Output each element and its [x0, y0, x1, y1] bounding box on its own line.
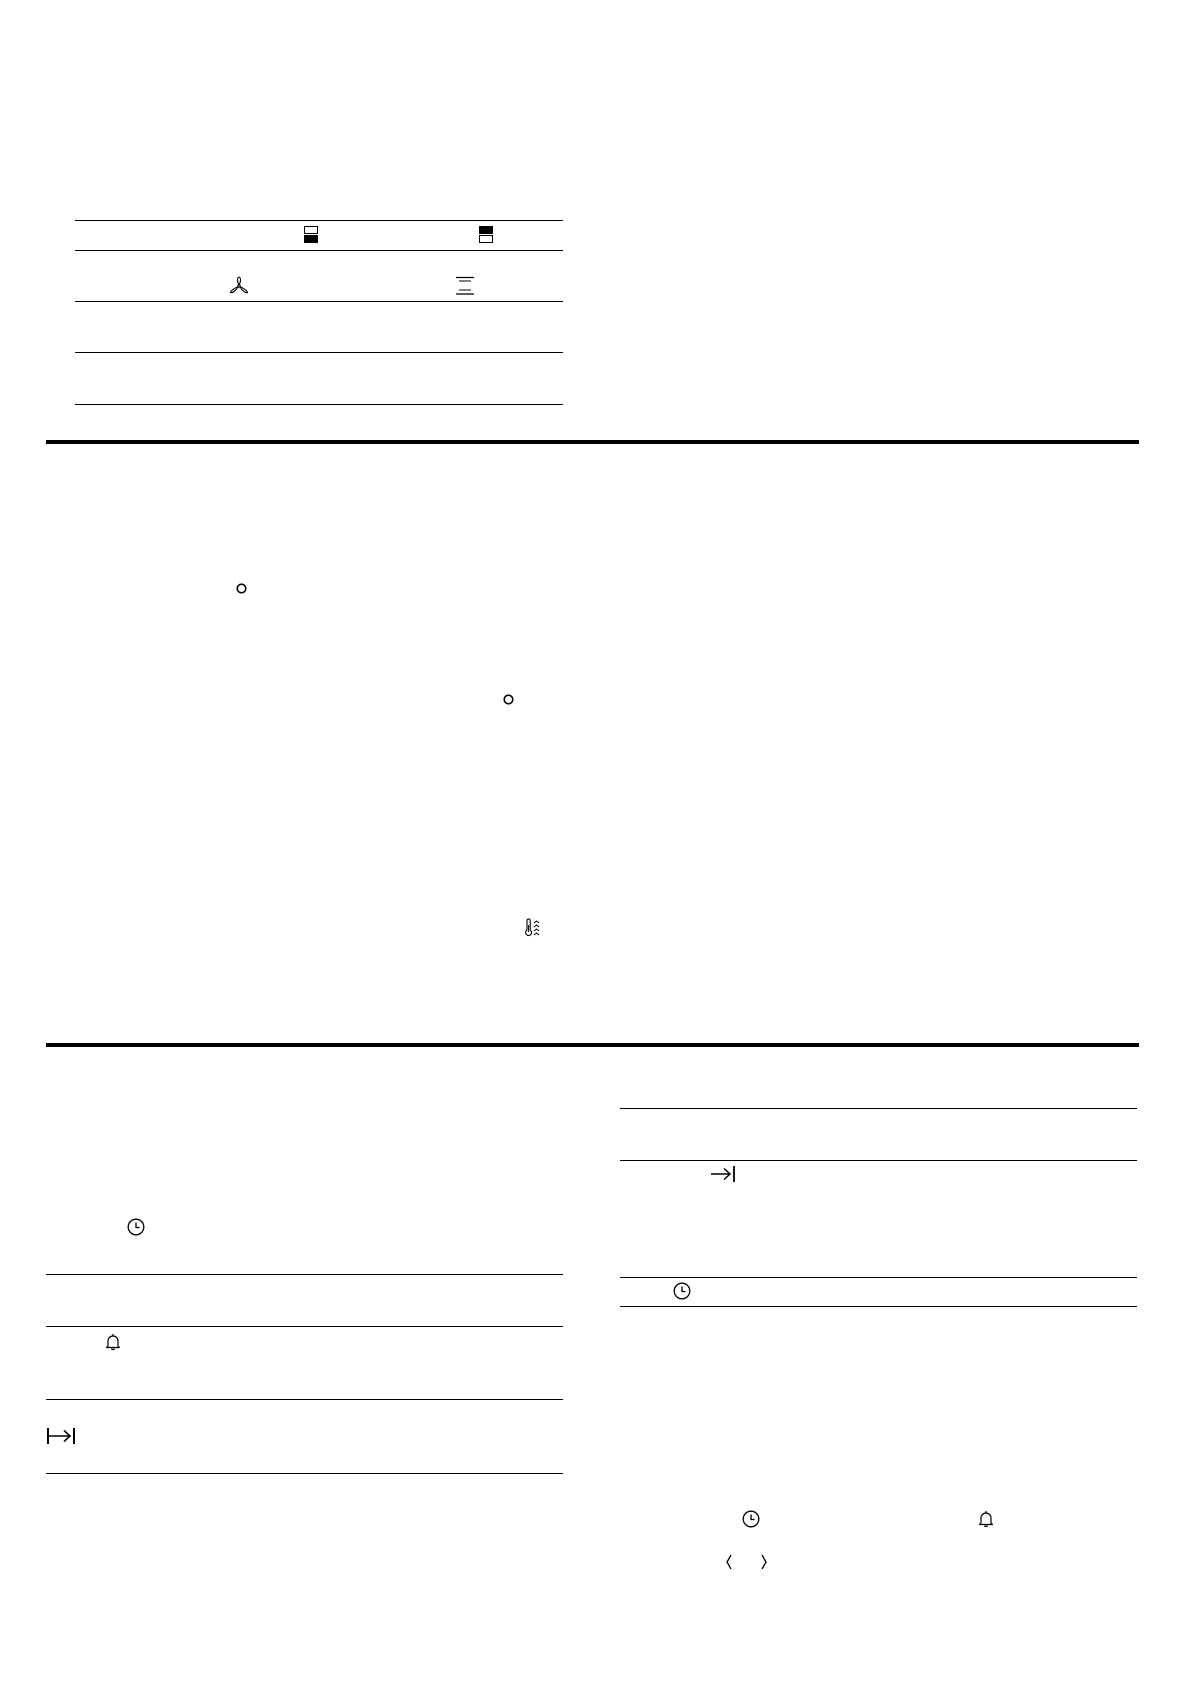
- table-rule: [620, 1108, 1137, 1109]
- clock-icon: [673, 1282, 691, 1300]
- clock-icon: [742, 1510, 760, 1528]
- chevron-left-icon: [724, 1553, 734, 1571]
- table-rule: [620, 1277, 1137, 1278]
- table-rule: [620, 1160, 1137, 1161]
- table-rule: [75, 220, 563, 221]
- table-rule: [75, 250, 563, 251]
- fan-icon: [229, 276, 249, 294]
- circle-indicator-icon: [503, 694, 514, 705]
- rapid-heat-thermometer-icon: [523, 918, 543, 938]
- table-rule: [75, 301, 563, 302]
- top-bottom-heat-icon: [455, 276, 475, 296]
- circle-indicator-icon: [236, 583, 247, 594]
- table-rule: [620, 1306, 1137, 1307]
- table-rule: [75, 352, 563, 353]
- lower-heating-indicator-icon: [304, 226, 318, 243]
- table-rule: [75, 404, 563, 405]
- section-divider: [46, 440, 1139, 444]
- table-rule: [46, 1274, 563, 1275]
- top-heating-indicator-icon: [479, 226, 493, 243]
- chevron-right-icon: [759, 1553, 769, 1571]
- table-rule: [46, 1473, 563, 1474]
- bell-icon: [105, 1333, 121, 1351]
- table-rule: [46, 1399, 563, 1400]
- section-divider: [46, 1043, 1139, 1047]
- table-rule: [46, 1326, 563, 1327]
- cooking-time-arrow-icon: [46, 1426, 76, 1446]
- clock-icon: [127, 1218, 145, 1236]
- bell-icon: [978, 1510, 994, 1528]
- cooking-time-arrow-icon: [710, 1164, 736, 1184]
